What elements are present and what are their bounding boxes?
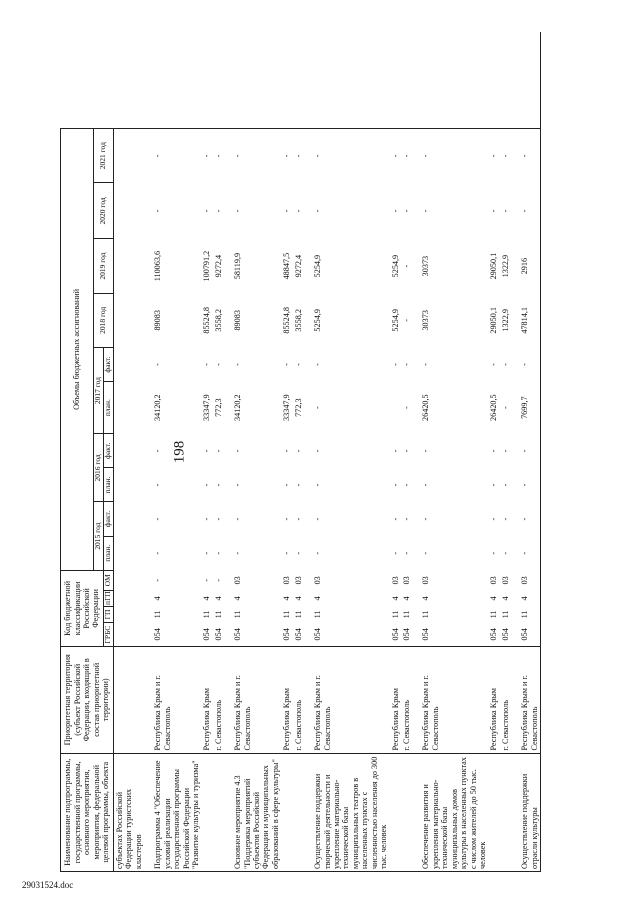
row-plan-2017: 772,3 (213, 398, 223, 417)
row-2018: - (401, 318, 411, 322)
row-fact-2017: - (519, 347, 540, 381)
row-plan-2015: - (421, 551, 431, 555)
header-plan-2015: план. (104, 536, 114, 570)
row-om: 03 (500, 576, 510, 585)
row-grbs: 054 (233, 628, 243, 641)
row-plan-2017: 34120,2 (153, 394, 163, 421)
row-fact-2017: - (421, 363, 431, 366)
row-fact-2016: - (500, 449, 510, 453)
row-gp: 11 (233, 610, 243, 619)
row-grbs: 054 (293, 628, 303, 641)
row-2018: 30373 (421, 310, 431, 331)
row-pgp: 4 (233, 596, 243, 601)
header-budget-code: Код бюджетной классификации Российской Федерации (61, 570, 104, 646)
row-om: 03 (233, 576, 243, 585)
row-pgp (114, 590, 145, 606)
row-grbs: 054 (500, 628, 510, 641)
row-fact-2016: - (213, 449, 223, 453)
row-gp (114, 606, 145, 622)
row-2018: 89083 (153, 310, 163, 331)
row-plan-2015: - (519, 536, 540, 570)
row-name (401, 753, 412, 871)
row-plan-2015: - (500, 551, 510, 555)
row-om: - (202, 578, 212, 582)
row-2018: 47814,1 (519, 293, 540, 347)
row-plan-2016: - (293, 483, 303, 487)
table-row (500, 32, 511, 872)
row-plan-2017: 34120,2 (233, 394, 243, 421)
table-row (152, 32, 201, 872)
row-gp: 11 (282, 610, 292, 619)
row-gp: 11 (213, 610, 223, 619)
budget-table (60, 32, 541, 872)
table-row (401, 32, 412, 872)
row-territory: Республика Крым (390, 647, 401, 753)
row-fact-2015 (114, 502, 145, 536)
header-year-2019: 2019 год (94, 239, 114, 293)
row-plan-2016 (114, 468, 145, 502)
row-2021: - (201, 129, 212, 183)
row-plan-2016: - (213, 483, 223, 487)
row-2020 (114, 183, 145, 239)
row-2020: - (401, 209, 411, 213)
row-pgp: 4 (390, 596, 400, 601)
row-2021: - (152, 129, 201, 183)
row-fact-2015: - (153, 517, 163, 521)
row-fact-2015: - (233, 517, 243, 521)
row-fact-2015: - (519, 502, 540, 536)
row-2019: 29050,1 (489, 252, 499, 280)
row-fact-2017: - (282, 363, 292, 366)
row-plan-2015: - (202, 551, 212, 555)
row-2019: 58119,9 (233, 252, 243, 280)
row-gp: 11 (489, 610, 499, 619)
row-2019: 9272,4 (213, 254, 223, 278)
table-row (232, 32, 281, 872)
row-fact-2015: - (489, 517, 499, 521)
row-gp: 11 (153, 610, 163, 619)
row-2019: 100791,2 (202, 250, 212, 282)
header-year-2018: 2018 год (94, 293, 114, 347)
row-grbs: 054 (489, 628, 499, 641)
row-fact-2016 (114, 434, 145, 468)
row-2019: 48847,5 (282, 252, 292, 280)
row-pgp: 4 (313, 596, 323, 601)
row-2019: 9272,4 (293, 254, 303, 278)
row-2018: 29050,1 (489, 307, 499, 334)
row-plan-2016: - (421, 483, 431, 487)
row-pgp: 4 (519, 590, 540, 606)
header-plan-2016: план. (104, 468, 114, 502)
row-gp: 11 (390, 610, 400, 619)
row-gp: 11 (202, 610, 212, 619)
row-plan-2016: - (313, 483, 323, 487)
row-2021: - (420, 129, 488, 183)
row-plan-2017: 33347,9 (282, 394, 292, 421)
row-fact-2017: - (202, 363, 212, 366)
row-gp: 11 (313, 610, 323, 619)
page-number: 198 (171, 440, 188, 464)
row-grbs: 054 (153, 628, 163, 641)
row-fact-2016: - (153, 449, 163, 453)
row-fact-2016: - (401, 449, 411, 453)
row-name (293, 753, 304, 871)
footer-filename: 29031524.doc (22, 880, 74, 890)
row-grbs: 054 (282, 628, 292, 641)
row-plan-2017 (390, 382, 401, 434)
row-2021: - (312, 129, 389, 183)
header-volumes: Объемы бюджетных ассигнований (61, 129, 94, 571)
row-2019: 5254,9 (390, 254, 400, 278)
row-territory: г. Севастополь (500, 647, 511, 753)
row-name: Обеспечение развития и укрепления материально-технической базы муниципальных домов культуры в населенных пунктах с числом жителей до 50 тыс. человек (420, 753, 488, 871)
row-fact-2016: - (233, 449, 243, 453)
row-territory: Республика Крым (281, 647, 292, 753)
header-year-2016: 2016 год (94, 434, 104, 502)
row-fact-2016: - (519, 434, 540, 468)
row-om: 03 (313, 576, 323, 585)
row-fact-2015: - (421, 517, 431, 521)
row-om: 03 (489, 576, 499, 585)
header-fact-2017: факт. (104, 347, 114, 381)
row-plan-2016: - (282, 483, 292, 487)
row-fact-2015: - (401, 517, 411, 521)
row-om: 03 (401, 576, 411, 585)
row-fact-2016: - (421, 449, 431, 453)
row-grbs: 054 (313, 628, 323, 641)
row-plan-2016: - (500, 483, 510, 487)
row-name (281, 753, 292, 871)
table-row (519, 32, 540, 872)
table-row (281, 32, 292, 872)
row-fact-2017: - (153, 363, 163, 366)
row-pgp: 4 (500, 596, 510, 601)
row-plan-2015 (114, 536, 145, 570)
row-fact-2017: - (313, 363, 323, 366)
row-2021: - (281, 129, 292, 183)
row-name (500, 753, 511, 871)
row-fact-2015: - (390, 517, 400, 521)
row-name: Осуществление поддержки творческой деятельности и укрепление материально-технической базы муниципальных театров в населенных пунктах с численностью населения до 300 тыс. человек (312, 753, 389, 871)
row-2021: - (500, 129, 511, 183)
row-plan-2016: - (202, 483, 212, 487)
row-plan-2015: - (282, 551, 292, 555)
row-2020: - (282, 209, 292, 213)
row-fact-2015: - (293, 517, 303, 521)
row-territory: г. Севастополь (401, 647, 412, 753)
row-gp: 11 (401, 610, 411, 619)
row-fact-2017: - (401, 363, 411, 366)
row-name: Осуществление поддержки отрасли культуры (519, 753, 540, 871)
row-name (201, 753, 212, 871)
row-grbs: 054 (202, 628, 212, 641)
row-territory: Республика Крым и г. Севастополь (232, 647, 281, 753)
table-row (420, 32, 488, 872)
row-name: Подпрограмма 4 "Обеспечение условий реализации государственной программы Российской Федерации "Развитие культуры и туризма" (152, 753, 201, 871)
row-territory: г. Севастополь (293, 647, 304, 753)
row-territory: Республика Крым и г. Севастополь (519, 647, 540, 753)
row-plan-2016: - (153, 483, 163, 487)
row-2018 (114, 293, 145, 347)
table-row (114, 32, 145, 872)
row-plan-2017: 772,3 (293, 398, 303, 417)
row-2019 (114, 239, 145, 293)
row-fact-2017: - (500, 363, 510, 366)
row-plan-2016: - (233, 483, 243, 487)
header-om: ОМ (104, 570, 114, 590)
header-name: Наименование подпрограммы, государственной программы, основного мероприятия, мероприятия, федеральной целевой программы, объекта (61, 753, 114, 871)
rotated-table-container (60, 32, 630, 872)
row-plan-2017: 26420,5 (489, 394, 499, 421)
row-plan-2015: - (401, 551, 411, 555)
header-territory: Приоритетная территория (субъект Российской Федерации, входящий в состав приоритетной территории) (61, 647, 114, 753)
row-2021: - (390, 129, 401, 183)
row-plan-2017: - (313, 406, 323, 410)
table-row (213, 32, 224, 872)
table-row (390, 32, 401, 872)
row-om: - (153, 578, 163, 582)
row-2018: 85524,8 (282, 307, 292, 334)
row-2020: - (153, 209, 163, 213)
row-2020: - (313, 209, 323, 213)
row-om: 03 (519, 570, 540, 590)
row-fact-2015: - (213, 517, 223, 521)
row-2020: - (421, 209, 431, 213)
row-fact-2017: - (390, 363, 400, 366)
row-plan-2017: - (401, 406, 411, 410)
header-year-2017: 2017 год (94, 347, 104, 433)
row-2021: - (213, 129, 224, 183)
table-row (312, 32, 389, 872)
header-year-2015: 2015 год (94, 502, 104, 570)
row-territory: Республика Крым и г. Севастополь (312, 647, 389, 753)
header-fact-2015: факт. (104, 502, 114, 536)
row-2018: 89083 (233, 310, 243, 331)
row-2018: 3558,2 (213, 309, 223, 332)
row-2020: - (202, 209, 212, 213)
row-territory: Республика Крым и г. Севастополь (152, 647, 201, 753)
row-2020: - (293, 209, 303, 213)
header-pgp: пГП (103, 591, 113, 605)
row-fact-2017 (114, 347, 145, 381)
row-2021: - (293, 129, 304, 183)
row-fact-2016: - (313, 449, 323, 453)
row-plan-2016: - (401, 483, 411, 487)
row-name (488, 753, 499, 871)
row-fact-2016: - (390, 449, 400, 453)
row-fact-2016: - (293, 449, 303, 453)
row-pgp: 4 (489, 596, 499, 601)
row-grbs: 054 (421, 628, 431, 641)
table-row (293, 32, 304, 872)
row-2019: 30373 (421, 255, 431, 277)
row-plan-2017: 33347,9 (202, 394, 212, 421)
row-fact-2016: - (489, 449, 499, 453)
row-plan-2015: - (293, 551, 303, 555)
row-2018: 5254,9 (313, 309, 323, 332)
header-fact-2016: факт. (104, 434, 114, 468)
table-row (488, 32, 499, 872)
row-plan-2015: - (233, 551, 243, 555)
row-grbs: 054 (519, 623, 540, 647)
row-fact-2017: - (489, 363, 499, 366)
row-plan-2015: - (313, 551, 323, 555)
row-territory: Республика Крым (488, 647, 499, 753)
row-fact-2016: - (282, 449, 292, 453)
row-2021 (114, 129, 145, 183)
row-territory: Республика Крым (201, 647, 212, 753)
row-name: субъектах Российской Федерации туристских кластеров (114, 753, 145, 871)
row-2021: - (401, 129, 412, 183)
row-plan-2017 (114, 382, 145, 434)
row-plan-2016: - (390, 483, 400, 487)
row-fact-2017: - (233, 363, 243, 366)
row-om: 03 (282, 576, 292, 585)
header-grbs: ГРБС (104, 623, 114, 647)
row-plan-2016: - (519, 468, 540, 502)
row-pgp: 4 (293, 596, 303, 601)
row-gp: 11 (421, 610, 431, 619)
row-pgp: 4 (153, 596, 163, 601)
row-pgp: 4 (421, 596, 431, 601)
row-om: 03 (390, 576, 400, 585)
row-gp: 11 (500, 610, 510, 619)
row-fact-2015: - (313, 517, 323, 521)
row-2021: - (488, 129, 499, 183)
row-territory: Республика Крым и г. Севастополь (420, 647, 488, 753)
row-fact-2015: - (202, 517, 212, 521)
row-2021: - (232, 129, 281, 183)
row-2019: - (401, 264, 411, 268)
row-fact-2017: - (213, 363, 223, 366)
row-fact-2017: - (293, 363, 303, 366)
header-year-2020: 2020 год (94, 183, 114, 239)
row-2018: 5254,9 (390, 309, 400, 332)
row-2020: - (390, 209, 400, 213)
row-om: 03 (421, 576, 431, 585)
row-gp: 11 (293, 610, 303, 619)
row-fact-2016: - (202, 449, 212, 453)
row-name (213, 753, 224, 871)
table-row (201, 32, 212, 872)
row-2020: - (489, 209, 499, 213)
header-plan-2017: план. (104, 382, 114, 434)
header-gp: ГП (104, 606, 114, 622)
row-pgp: 4 (213, 596, 223, 601)
row-territory (114, 647, 145, 753)
row-grbs: 054 (401, 628, 411, 641)
row-2019: 1322,9 (500, 254, 510, 278)
row-plan-2015: - (153, 551, 163, 555)
row-2020: - (519, 183, 540, 239)
row-plan-2017: - (500, 406, 510, 410)
row-plan-2015: - (390, 551, 400, 555)
row-2018: 85524,8 (202, 307, 212, 334)
row-grbs: 054 (213, 628, 223, 641)
row-fact-2015: - (282, 517, 292, 521)
row-grbs: 054 (390, 628, 400, 641)
row-plan-2017: 7699,7 (519, 382, 540, 434)
row-plan-2016: - (489, 483, 499, 487)
row-pgp: 4 (282, 596, 292, 601)
row-plan-2015: - (489, 551, 499, 555)
row-plan-2017: 26420,5 (421, 394, 431, 421)
row-2019: 5254,9 (313, 254, 323, 278)
row-name: Основное мероприятие 4.3 "Поддержка мероприятий субъектов Российской Федерации и муниципальных образований в сфере культуры" (232, 753, 281, 871)
row-2019: 110063,6 (153, 250, 163, 282)
row-2020: - (233, 209, 243, 213)
row-2020: - (500, 209, 510, 213)
row-fact-2015: - (500, 517, 510, 521)
row-2021: - (519, 129, 540, 183)
row-2018: 1322,9 (500, 309, 510, 332)
row-2019: 2916 (519, 239, 540, 293)
row-om: 03 (293, 576, 303, 585)
row-gp: 11 (519, 606, 540, 622)
row-2018: 3558,2 (293, 309, 303, 332)
row-om: - (213, 578, 223, 582)
row-plan-2015: - (213, 551, 223, 555)
row-territory: г. Севастополь (213, 647, 224, 753)
row-2020: - (213, 209, 223, 213)
row-om (114, 570, 145, 590)
row-pgp: 4 (202, 596, 212, 601)
row-grbs (114, 623, 145, 647)
header-year-2021: 2021 год (94, 129, 114, 183)
row-pgp: 4 (401, 596, 411, 601)
table-body (114, 32, 541, 872)
row-name (390, 753, 401, 871)
